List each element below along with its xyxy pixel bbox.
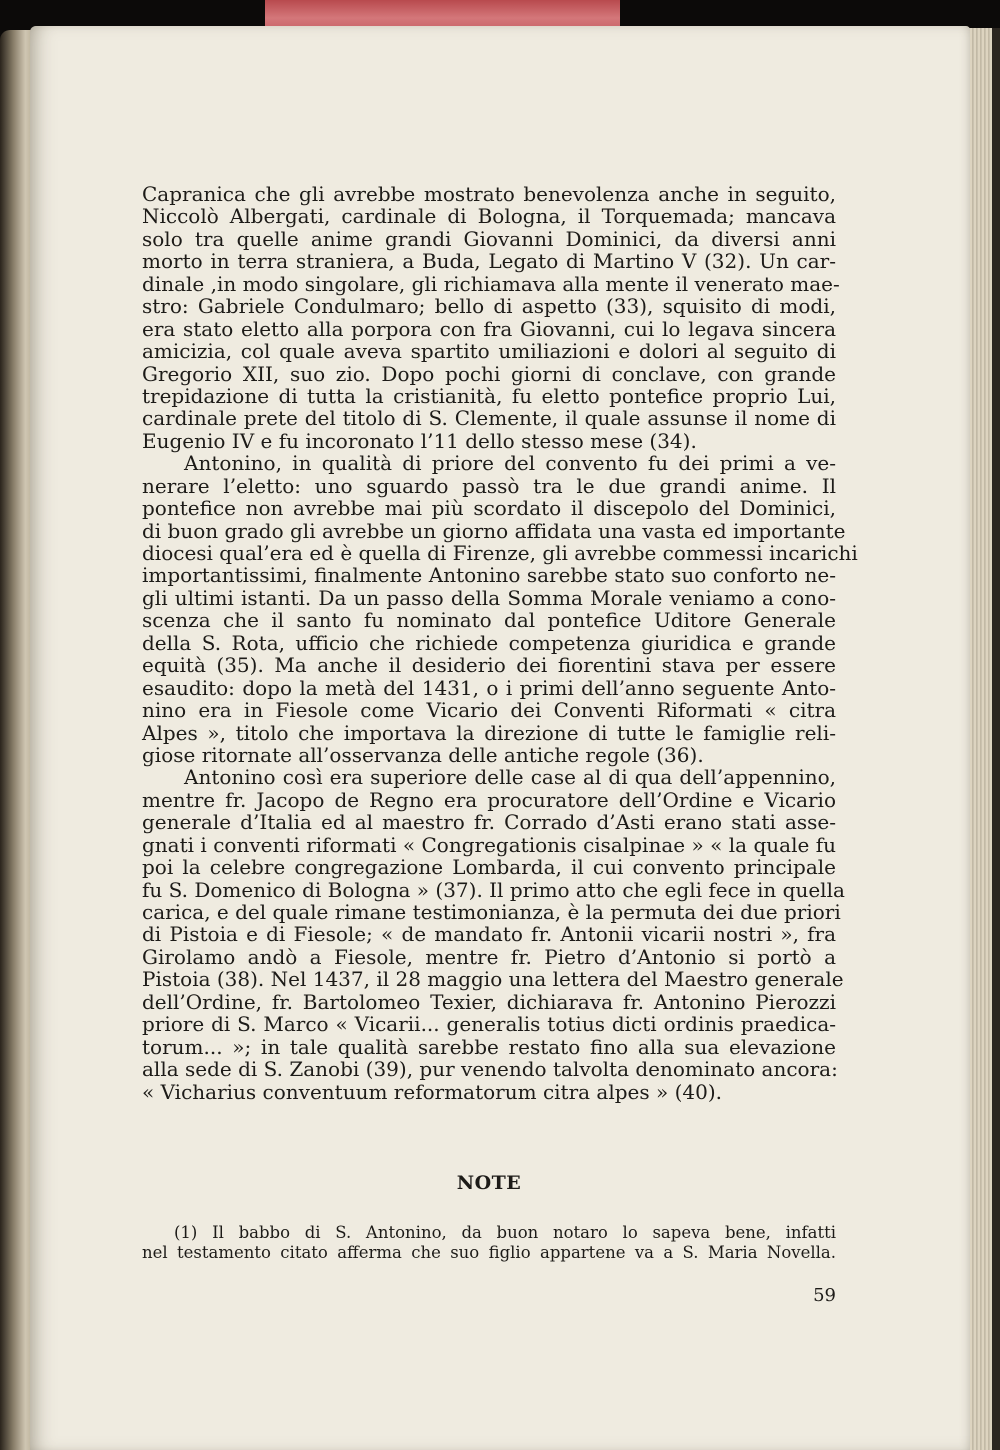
paragraph-start-line: Antonino, in qualità di priore del convento fu dei primi a ve- bbox=[184, 451, 836, 476]
text-line: Gregorio XII, suo zio. Dopo pochi giorni di conclave, con grande bbox=[142, 361, 836, 386]
paragraph-start-line: Antonino così era superiore delle case al di qua dell’appennino, bbox=[184, 765, 836, 790]
text-line: solo tra quelle anime grandi Giovanni Dominici, da diversi anni bbox=[142, 226, 836, 251]
text-line: equità (35). Ma anche il desiderio dei fiorentini stava per essere bbox=[142, 653, 836, 678]
text-line: trepidazione di tutta la cristianità, fu eletto pontefice proprio Lui, bbox=[142, 383, 836, 408]
text-line: Capranica che gli avrebbe mostrato benevolenza anche in seguito, bbox=[142, 182, 836, 206]
text-line: Eugenio IV e fu incoronato l’11 dello stesso mese (34). bbox=[142, 428, 697, 453]
text-line: cardinale prete del titolo di S. Clemente, il quale assunse il nome di bbox=[142, 406, 836, 431]
text-line: scenza che il santo fu nominato dal pontefice Uditore Generale bbox=[142, 608, 836, 633]
text-line: « Vicharius conventuum reformatorum citra alpes » (40). bbox=[142, 1079, 722, 1104]
text-line: alla sede di S. Zanobi (39), pur venendo talvolta denominato ancora: bbox=[142, 1057, 838, 1082]
text-line: amicizia, col quale aveva spartito umiliazioni e dolori al seguito di bbox=[142, 339, 836, 364]
text-line: generale d’Italia ed al maestro fr. Corrado d’Asti erano stati asse- bbox=[142, 810, 836, 835]
text-line: torum... »; in tale qualità sarebbe restato fino alla sua elevazione bbox=[142, 1034, 836, 1059]
text-line: pontefice non avrebbe mai più scordato il discepolo del Dominici, bbox=[142, 496, 836, 521]
text-line: poi la celebre congregazione Lombarda, il cui convento principale bbox=[142, 855, 836, 880]
text-line: importantissimi, finalmente Antonino sarebbe stato suo conforto ne- bbox=[142, 563, 836, 588]
text-line: Girolamo andò a Fiesole, mentre fr. Pietro d’Antonio si portò a bbox=[142, 944, 836, 969]
text-line: dell’Ordine, fr. Bartolomeo Texier, dichiarava fr. Antonino Pierozzi bbox=[142, 989, 836, 1014]
body-text bbox=[142, 182, 858, 1104]
text-line: dinale ,in modo singolare, gli richiamava alla mente il venerato mae- bbox=[142, 271, 840, 296]
text-line: gnati i conventi riformati « Congregationis cisalpinae » « la quale fu bbox=[142, 832, 836, 857]
notes-heading: NOTE bbox=[456, 1172, 522, 1194]
footnote-line: nel testamento citato afferma che suo figlio appartene va a S. Maria Novella. bbox=[142, 1242, 836, 1262]
text-line: Pistoia (38). Nel 1437, il 28 maggio una lettera del Maestro generale bbox=[142, 967, 844, 992]
text-line: fu S. Domenico di Bologna » (37). Il primo atto che egli fece in quella bbox=[142, 877, 845, 902]
text-line: giose ritornate all’osservanza delle antiche regole (36). bbox=[142, 742, 704, 767]
left-page-edge bbox=[0, 30, 34, 1450]
text-line: diocesi qual’era ed è quella di Firenze, gli avrebbe commessi incarichi bbox=[142, 541, 858, 565]
text-line: priore di S. Marco « Vicarii... generalis totius dicti ordinis praedica- bbox=[142, 1012, 836, 1037]
text-line: della S. Rota, ufficio che richiede competenza giuridica e grande bbox=[142, 630, 836, 655]
text-line: di Pistoia e di Fiesole; « de mandato fr. Antonii vicarii nostri », fra bbox=[142, 922, 836, 947]
footnote-line: (1) Il babbo di S. Antonino, da buon notaro lo sapeva bene, infatti bbox=[174, 1223, 836, 1242]
text-line: di buon grado gli avrebbe un giorno affidata una vasta ed importante bbox=[142, 518, 846, 543]
text-line: stro: Gabriele Condulmaro; bello di aspetto (33), squisito di modi, bbox=[142, 294, 836, 319]
text-line: Niccolò Albergati, cardinale di Bologna, il Torquemada; mancava bbox=[142, 204, 836, 229]
text-line: era stato eletto alla porpora con fra Giovanni, cui lo legava sincera bbox=[142, 316, 836, 341]
text-line: esaudito: dopo la metà del 1431, o i primi dell’anno seguente Anto- bbox=[142, 675, 836, 700]
book-cover-edge bbox=[992, 28, 1000, 1450]
footnote bbox=[142, 1223, 836, 1262]
page-number: 59 bbox=[813, 1285, 836, 1306]
text-line: nino era in Fiesole come Vicario dei Conventi Riformati « citra bbox=[142, 698, 836, 723]
text-line: nerare l’eletto: uno sguardo passò tra le due grandi anime. Il bbox=[142, 473, 836, 498]
text-line: carica, e del quale rimane testimonianza, è la permuta dei due priori bbox=[142, 900, 841, 924]
text-line: morto in terra straniera, a Buda, Legato di Martino V (32). Un car- bbox=[142, 249, 836, 274]
text-line: gli ultimi istanti. Da un passo della Somma Morale veniamo a cono- bbox=[142, 585, 836, 610]
text-line: mentre fr. Jacopo de Regno era procuratore dell’Ordine e Vicario bbox=[142, 787, 836, 812]
text-line: Alpes », titolo che importava la direzione di tutte le famiglie reli- bbox=[142, 720, 836, 745]
